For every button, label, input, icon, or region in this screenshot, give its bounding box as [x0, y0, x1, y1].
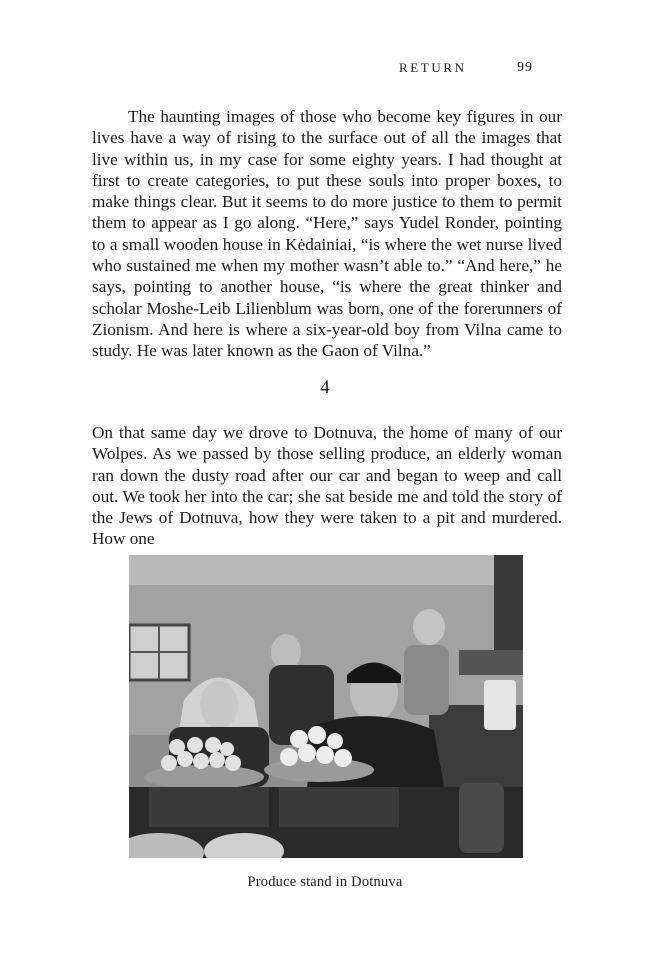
photo-caption: Produce stand in Dotnuva [247, 874, 403, 890]
running-head [0, 60, 650, 80]
running-title: RETURN [399, 60, 467, 75]
page-number: 99 [517, 60, 533, 75]
produce-stand-photo [129, 555, 523, 858]
body-paragraph-1: The haunting images of those who become key figures in our lives have a way of rising to the surface out of all the images that live within us, in my case for some eighty years. I had thought at first to create categories, to put these souls into proper boxes, to make things clear. But it seems to do more justice to them to permit them to appear as I go along. “Here,” says Yudel Ronder, pointing to a small wooden house in Kėdainiai, “is where the wet nurse lived who sustained me when my mother wasn’t able to.” “And here,” he says, pointing to another house, “is where the great thinker and scholar Moshe-Leib Lilienblum was born, one of the forerunners of Zionism. And here is where a six-year-old boy from Vilna came to study. He was later known as the Gaon of Vilna.” [92, 107, 562, 361]
section-number: 4 [320, 377, 330, 398]
body-paragraph-2: On that same day we drove to Dotnuva, the home of many of our Wolpes. As we passed by those selling produce, an elderly woman ran down the dusty road after our car and began to weep and call out. We took her into the car; she sat beside me and told the story of the Jews of Dotnuva, how they were taken to a pit and murdered. How one [92, 423, 562, 549]
